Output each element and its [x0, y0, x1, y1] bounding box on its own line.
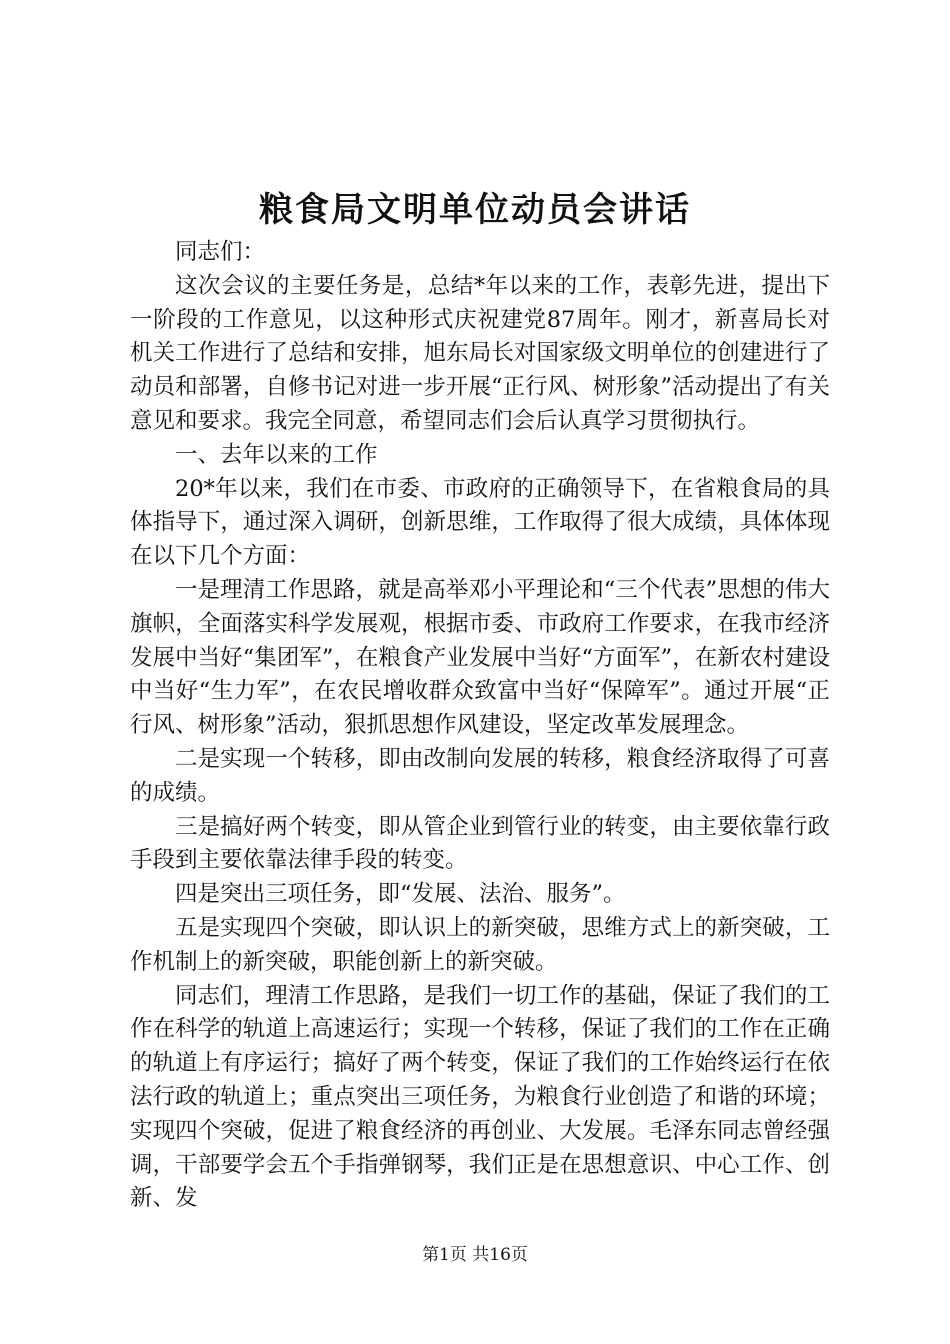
- section-heading: 一、去年以来的工作: [175, 441, 378, 468]
- paragraph-intro: 这次会议的主要任务是，总结*年以来的工作，表彰先进，提出下一阶段的工作意见，以这种形式庆祝建党87周年。刚才，新喜局长对机关工作进行了总结和安排，旭东局长对国家级文明单位的创建进行了动员和部署，自修书记对进一步开展“正行风、树形象”活动提出了有关意见和要求。我完全同意，希望同志们会后认真学习贯彻执行。: [130, 272, 830, 434]
- paragraph-point-1: 一是理清工作思路，就是高举邓小平理论和“三个代表”思想的伟大旗帜，全面落实科学发展观，根据市委、市政府工作要求，在我市经济发展中当好“集团军”，在粮食产业发展中当好“方面军”，在新农村建设中当好“生力军”，在农民增收群众致富中当好“保障军”。通过开展“正行风、树形象”活动，狠抓思想作风建设，坚定改革发展理念。: [130, 576, 830, 739]
- paragraph-overview: 20*年以来，我们在市委、市政府的正确领导下，在省粮食局的具体指导下，通过深入调研，创新思维，工作取得了很大成绩，具体体现在以下几个方面：: [130, 475, 830, 570]
- paragraph-point-3: 三是搞好两个转变，即从管企业到管行业的转变，由主要依靠行政手段到主要依靠法律手段的转变。: [130, 813, 830, 874]
- document-title: 粮食局文明单位动员会讲话: [259, 190, 691, 230]
- page-number: 第1页 共16页: [422, 1245, 528, 1265]
- paragraph-point-5: 五是实现四个突破，即认识上的新突破，思维方式上的新突破，工作机制上的新突破，职能创新上的新突破。: [130, 914, 830, 975]
- paragraph-summary: 同志们，理清工作思路，是我们一切工作的基础，保证了我们的工作在科学的轨道上高速运行；实现一个转移，保证了我们的工作在正确的轨道上有序运行；搞好了两个转变，保证了我们的工作始终运行在依法行政的轨道上；重点突出三项任务，为粮食行业创造了和谐的环境；实现四个突破，促进了粮食经济的再创业、大发展。毛泽东同志曾经强调，干部要学会五个手指弹钢琴，我们正是在思想意识、中心工作、创新、发: [130, 982, 830, 1212]
- document-body: [130, 236, 830, 1216]
- paragraph-point-2: 二是实现一个转移，即由改制向发展的转移，粮食经济取得了可喜的成绩。: [130, 745, 830, 806]
- paragraph-point-4: 四是突出三项任务，即“发展、法治、服务”。: [175, 881, 626, 908]
- salutation: 同志们：: [175, 239, 266, 265]
